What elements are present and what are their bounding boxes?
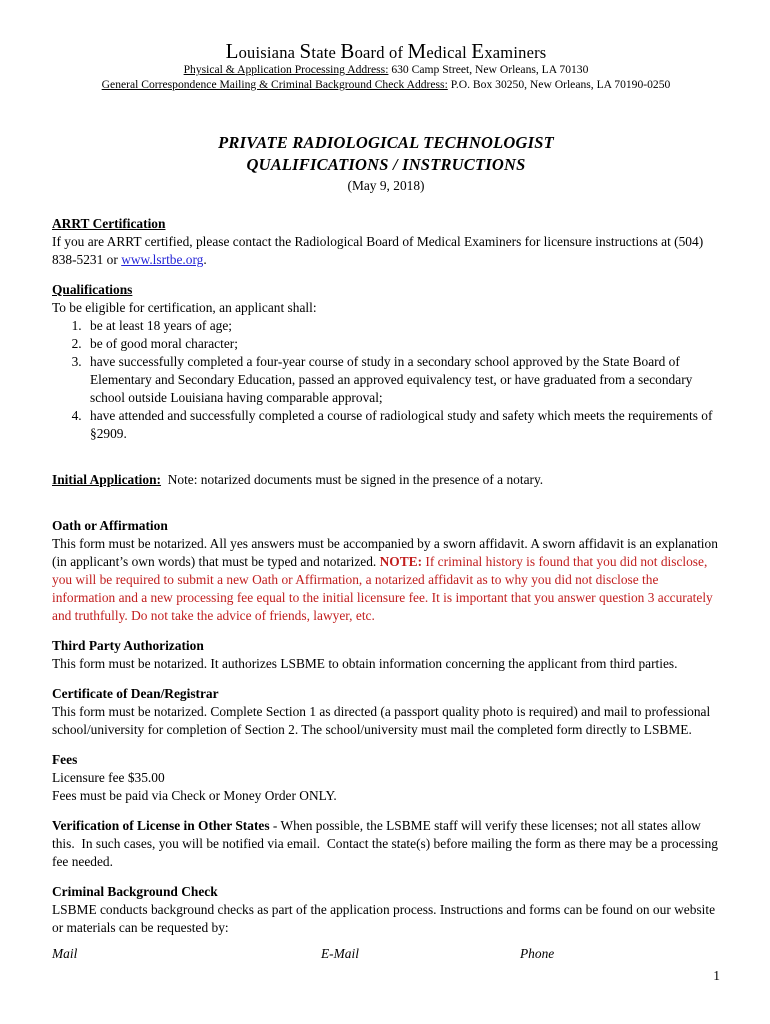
document-title-line-1: PRIVATE RADIOLOGICAL TECHNOLOGIST (218, 133, 554, 152)
background-check-body: LSBME conducts background checks as part of the application process. Instructions and forms can be found on our website or materials can be requested by: (52, 902, 719, 935)
qualification-item-4: 4. have attended and successfully completed a course of radiological study and safety which meets the requirements of §2909. (85, 407, 720, 443)
dean-registrar-heading: Certificate of Dean/Registrar (52, 686, 219, 701)
org-name-part: xaminers (484, 43, 547, 62)
oath-heading: Oath or Affirmation (52, 518, 168, 533)
org-name-part: tate (311, 43, 341, 62)
arrt-body-text: If you are ARRT certified, please contact the Radiological Board of Medical Examiners for licensure instructions at (504) 838-5231 or (52, 234, 707, 267)
oath-note-text: If criminal history is found that you did not disclose, you will be required to submit a new Oath or Affirmation, a notarized affidavit as to why you did not disclose the information and a new processing fee equal to the initial licensure fee. It is important that you answer question 3 accurately and truthfully. Do not take the advice of friends, lawyer, etc. (52, 554, 717, 623)
mailing-address-line (52, 77, 720, 92)
document-date: (May 9, 2018) (347, 178, 425, 193)
physical-address-line (52, 62, 720, 77)
third-party-heading: Third Party Authorization (52, 638, 204, 653)
initial-application-note: Note: notarized documents must be signed in the presence of a notary. (161, 472, 544, 487)
verification-text: - When possible, the LSBME staff will verify these licenses; not all states allow this. In such cases, you will be notified via email. Contact the state(s) before mailing the form as there may be a processing fee needed. (52, 818, 722, 869)
background-check-heading: Criminal Background Check (52, 884, 218, 899)
qualification-item-2: 2. be of good moral character; (85, 335, 720, 353)
section-verification (52, 817, 720, 871)
arrt-body-period: . (203, 252, 207, 267)
verification-heading: Verification of License in Other States (52, 818, 270, 833)
org-name-part: edical (426, 43, 472, 62)
org-name-part: S (299, 39, 312, 63)
initial-application-line (52, 471, 720, 489)
mailing-address-value: P.O. Box 30250, New Orleans, LA 70190-0250 (447, 78, 671, 91)
contact-method-email: E-Mail (321, 946, 359, 961)
arrt-body (52, 233, 720, 269)
fees-heading: Fees (52, 752, 78, 767)
oath-body-black: This form must be notarized. All yes answers must be accompanied by a sworn affidavit. A sworn affidavit is an explanation (in applicant’s own words) that must be typed and notarized. (52, 536, 722, 569)
org-name-part: oard of (354, 43, 408, 62)
contact-method-phone: Phone (520, 946, 555, 961)
fees-line-2: Fees must be paid via Check or Money Order ONLY. (52, 788, 337, 803)
document-title-block (52, 132, 720, 195)
initial-application-heading: Initial Application: (52, 472, 162, 487)
section-initial-application (52, 471, 720, 489)
qualification-item-3: 3. have successfully completed a four-year course of study in a secondary school approved by the State Board of Elementary and Secondary Education, passed an approved equivalency test, or have graduated from a secondary school outside Louisiana having comparable approval; (85, 353, 720, 407)
qualifications-intro: To be eligible for certification, an applicant shall: (52, 300, 317, 315)
arrt-heading: ARRT Certification (52, 216, 166, 231)
org-name-part: L (225, 39, 239, 63)
org-name-part: ouisiana (238, 43, 300, 62)
third-party-body: This form must be notarized. It authorizes LSBME to obtain information concerning the applicant from third parties. (52, 656, 678, 671)
document-body (52, 215, 720, 963)
org-name-part: E (471, 39, 485, 63)
oath-body (52, 535, 720, 625)
dean-registrar-body: This form must be notarized. Complete Section 1 as directed (a passport quality photo is required) and mail to professional school/university for completion of Section 2. The school/university must mail the completed form directly to LSBME. (52, 704, 714, 737)
qualifications-list (52, 317, 720, 443)
mailing-address-label: General Correspondence Mailing & Criminal Background Check Address: (101, 78, 448, 91)
section-oath-affirmation (52, 517, 720, 625)
section-arrt-certification (52, 215, 720, 269)
page-number: 1 (713, 968, 720, 983)
org-name-part: M (407, 39, 427, 63)
qualifications-heading: Qualifications (52, 282, 133, 297)
section-fees (52, 751, 720, 805)
lsrtbe-link[interactable]: www.lsrtbe.org (121, 252, 204, 267)
verification-body (52, 817, 720, 871)
physical-address-value: 630 Camp Street, New Orleans, LA 70130 (388, 63, 589, 76)
section-third-party (52, 637, 720, 673)
letterhead (52, 39, 720, 92)
org-name (52, 39, 720, 63)
oath-note-label: NOTE: (379, 554, 423, 569)
section-qualifications (52, 281, 720, 443)
document-title-line-2: QUALIFICATIONS / INSTRUCTIONS (246, 155, 526, 174)
org-name-part: B (340, 39, 355, 63)
section-background-check (52, 883, 720, 937)
physical-address-label: Physical & Application Processing Address: (183, 63, 389, 76)
contact-method-row (52, 945, 720, 963)
section-dean-registrar (52, 685, 720, 739)
contact-method-mail: Mail (52, 946, 78, 961)
qualification-item-1: 1. be at least 18 years of age; (85, 317, 720, 335)
fees-line-1: Licensure fee $35.00 (52, 770, 165, 785)
